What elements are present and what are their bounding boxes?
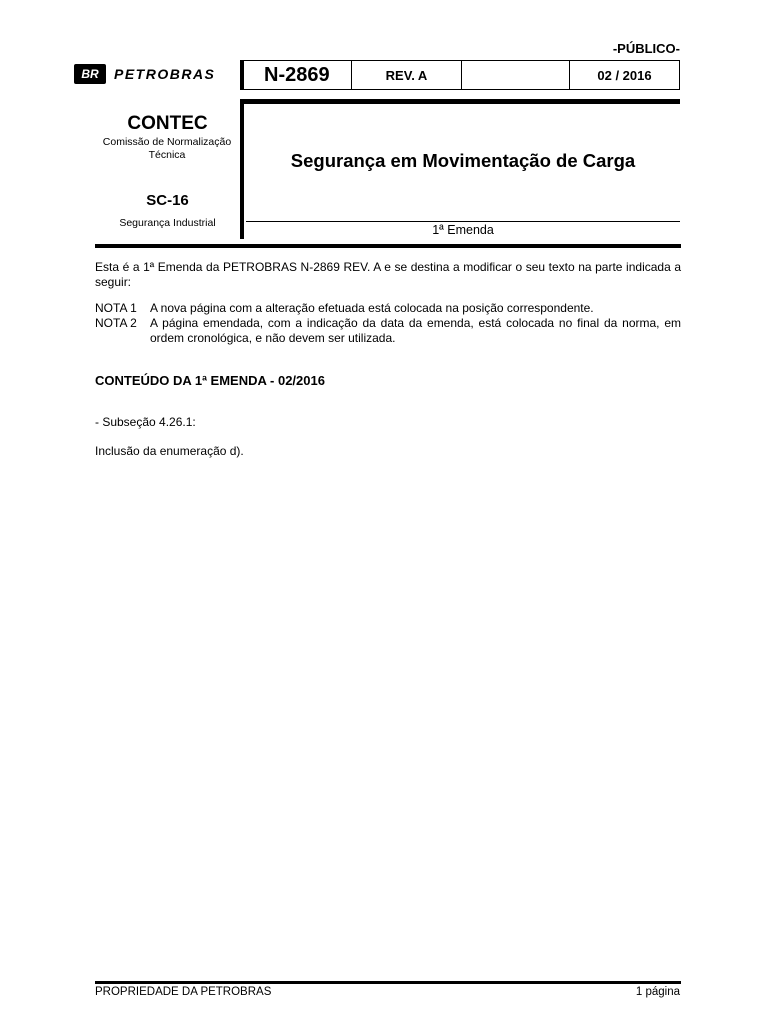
committee-description: Comissão de Normalização Técnica	[102, 136, 232, 161]
revision: REV. A	[352, 61, 462, 89]
classification-label: -PÚBLICO-	[612, 41, 680, 56]
document-title: Segurança em Movimentação de Carga	[290, 150, 636, 171]
note-text: A página emendada, com a indicação da data da emenda, está colocada no final da norma, em ordem cronológica, e não devem ser utilizada.	[150, 316, 681, 345]
committee-name: CONTEC	[127, 113, 208, 134]
subcommittee-name: Segurança Industrial	[119, 217, 216, 229]
footer-owner: PROPRIEDADE DA PETROBRAS	[95, 986, 272, 998]
norm-number: N-2869	[244, 61, 352, 89]
top-rule	[240, 99, 680, 104]
subcommittee: SC-16	[146, 192, 189, 209]
page-count: 1 página	[635, 986, 680, 998]
header-table	[240, 60, 680, 90]
title-rule	[246, 221, 680, 222]
note-text: A nova página com a alteração efetuada está colocada na posição correspondente.	[150, 301, 594, 315]
note-label: NOTA 1	[95, 301, 137, 315]
blank-cell	[462, 61, 570, 89]
note-1	[95, 301, 681, 316]
intro-paragraph: Esta é a 1ª Emenda da PETROBRAS N-2869 REV. A e se destina a modificar o seu texto na parte indicada a seguir:	[95, 260, 681, 289]
date: 02 / 2016	[597, 67, 652, 83]
petrobras-logo	[74, 63, 215, 85]
subsection-reference: - Subseção 4.26.1:	[95, 415, 196, 429]
note-label: NOTA 2	[95, 316, 137, 330]
section-heading: CONTEÚDO DA 1ª EMENDA - 02/2016	[95, 373, 325, 388]
change-description: Inclusão da enumeração d).	[95, 444, 244, 458]
note-2	[95, 316, 681, 346]
vertical-rule	[240, 99, 244, 239]
br-logo-mark: BR	[74, 64, 106, 84]
logo-name: PETROBRAS	[114, 66, 216, 82]
header-bottom-rule	[95, 244, 681, 248]
footer-rule	[95, 981, 681, 984]
amendment-label: 1ª Emenda	[432, 223, 494, 237]
